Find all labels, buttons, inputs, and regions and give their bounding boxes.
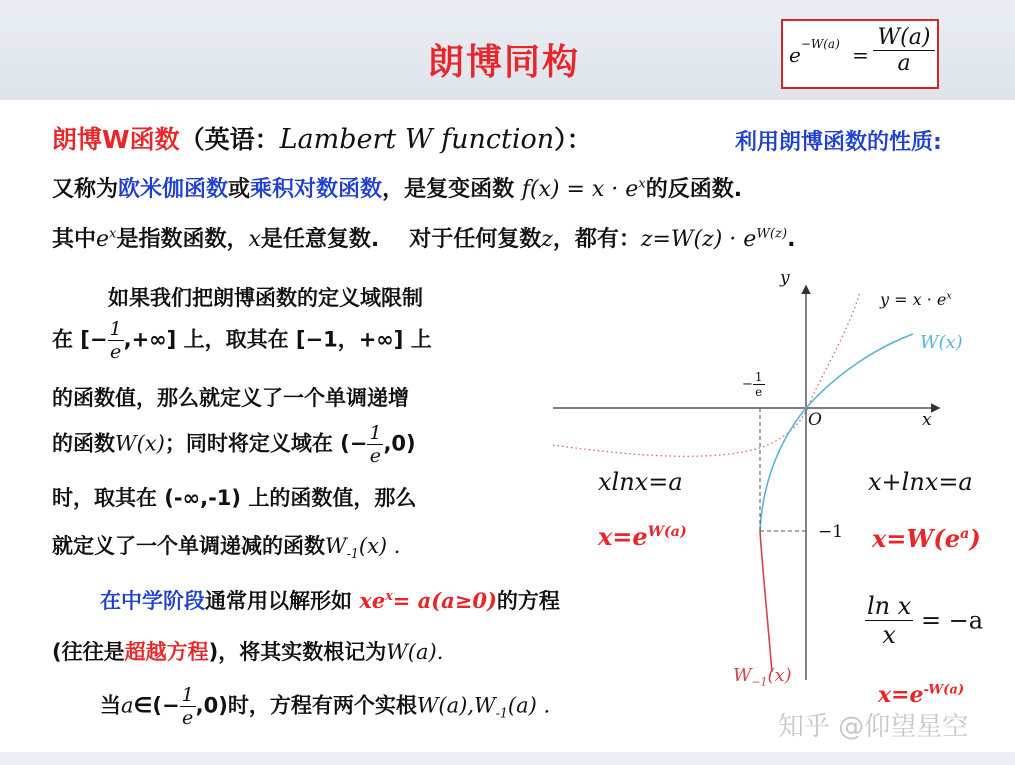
text: 在 [− bbox=[52, 327, 108, 352]
middle-school-term: 在中学阶段 bbox=[100, 589, 205, 613]
omega-function-term: 欧米伽函数 bbox=[118, 177, 229, 202]
para2-line1 bbox=[100, 585, 560, 615]
formula-lhs: e bbox=[789, 43, 801, 67]
para2-line3 bbox=[100, 684, 550, 729]
section-name: 朗博W函数 bbox=[52, 125, 180, 154]
minus: − bbox=[742, 377, 753, 392]
equation-rhs: = a(a≥0) bbox=[392, 588, 497, 613]
text: (往往是 bbox=[52, 640, 125, 664]
x-axis-label: x bbox=[922, 410, 932, 430]
frac-den: e bbox=[181, 707, 194, 729]
frac-den: e bbox=[109, 341, 122, 363]
x-symbol: x bbox=[248, 227, 261, 252]
text: (a) . bbox=[507, 693, 551, 718]
e-symbol: e bbox=[96, 227, 110, 252]
eq-left-top: xlnx=a bbox=[598, 468, 683, 496]
definition-line bbox=[52, 172, 742, 203]
frac-num: 1 bbox=[181, 684, 194, 706]
page-title: 朗博同构 bbox=[428, 42, 581, 83]
frac-num: 1 bbox=[369, 422, 382, 444]
complex-function: f(x) = x · e bbox=[521, 177, 639, 202]
fraction-1-over-e bbox=[367, 422, 383, 467]
header-formula bbox=[781, 19, 939, 89]
text: 对于任何复数 bbox=[409, 227, 542, 252]
w-minus1-label bbox=[733, 665, 792, 689]
formula-lhs-exp: −W(a) bbox=[800, 37, 840, 52]
eq-exp: a bbox=[960, 525, 970, 542]
tick-fraction bbox=[753, 370, 765, 399]
w-arg: (x) bbox=[767, 665, 792, 686]
text: 是指数函数， bbox=[116, 227, 249, 252]
fraction-1-over-e bbox=[108, 318, 124, 363]
exp-curve bbox=[553, 292, 860, 456]
para1-line2 bbox=[52, 318, 432, 363]
frac-num: ln x bbox=[867, 592, 912, 620]
eq-exp: W(a) bbox=[647, 523, 687, 540]
exponent: x bbox=[109, 226, 117, 242]
w-minus1-branch bbox=[760, 531, 772, 672]
exp-curve-label bbox=[880, 290, 952, 309]
eq-last bbox=[878, 682, 964, 708]
frac-den: e bbox=[755, 385, 763, 399]
exponent: x bbox=[638, 176, 646, 192]
text: 其中 bbox=[52, 227, 97, 252]
para1-line6 bbox=[52, 530, 400, 561]
text: ,+∞] 上，取其在 [−1，+∞] 上 bbox=[123, 327, 432, 352]
ln-fraction bbox=[865, 592, 913, 649]
formula-eq: = bbox=[852, 43, 869, 67]
exp-curve-exponent: x bbox=[946, 290, 952, 302]
exp-curve-text: y = x · e bbox=[880, 290, 947, 309]
text: 的函数 bbox=[52, 431, 115, 456]
fraction-1-over-e bbox=[180, 684, 196, 729]
text: )，将其实数根记为 bbox=[208, 640, 387, 664]
frac-num: 1 bbox=[109, 318, 122, 340]
y-axis-label: y bbox=[780, 268, 790, 288]
z-symbol: z bbox=[541, 227, 553, 252]
transcendental-term: 超越方程 bbox=[124, 640, 209, 664]
formula-num: W(a) bbox=[873, 25, 935, 51]
text: ，是复变函数 bbox=[382, 177, 522, 202]
frac-den: x bbox=[882, 621, 896, 649]
eq-right-top: x+lnx=a bbox=[868, 468, 973, 496]
text: 通常用以解形如 bbox=[205, 589, 360, 613]
para1-line5: 时，取其在 (-∞,-1) 上的函数值，那么 bbox=[52, 486, 417, 510]
subscript: -1 bbox=[495, 705, 508, 721]
exponent: W(z) bbox=[756, 226, 788, 242]
tick-x-label bbox=[742, 370, 765, 399]
frac-num: 1 bbox=[754, 370, 763, 384]
para2-line2 bbox=[52, 636, 443, 666]
section-heading bbox=[52, 120, 592, 156]
frac-rhs: = −a bbox=[920, 606, 984, 635]
w-branch-label: W(x) bbox=[920, 332, 963, 353]
text: (x) . bbox=[358, 534, 401, 558]
w-function: W(x) bbox=[115, 431, 165, 456]
text: 的反函数. bbox=[645, 177, 743, 202]
w-symbol: W bbox=[733, 665, 752, 686]
para1-line3: 的函数值，那么就定义了一个单调递增 bbox=[52, 386, 409, 410]
product-log-term: 乘积对数函数 bbox=[250, 177, 383, 202]
w-of-a: W(a). bbox=[386, 640, 444, 664]
watermark: 知乎 @仰望星空 bbox=[778, 712, 969, 742]
text: ,0)时，方程有两个实根 bbox=[195, 693, 417, 718]
eq-text: x=W(e bbox=[872, 524, 960, 553]
section-open: （英语： bbox=[179, 125, 280, 154]
text: ；同时将定义域在 (− bbox=[164, 431, 368, 456]
text: 或 bbox=[228, 177, 251, 202]
w-principal-branch bbox=[760, 334, 913, 531]
text: ，都有： bbox=[552, 227, 641, 252]
bottom-bar bbox=[0, 752, 1015, 765]
eq-fraction bbox=[865, 592, 983, 649]
para1-line1: 如果我们把朗博函数的定义域限制 bbox=[108, 286, 423, 310]
text: 当 bbox=[100, 693, 121, 718]
text: 是任意复数. bbox=[260, 227, 380, 252]
property-line bbox=[52, 222, 795, 253]
formula-den: a bbox=[897, 51, 911, 76]
eq-text: x=e bbox=[878, 682, 924, 708]
subscript: -1 bbox=[346, 546, 359, 562]
exponent: x bbox=[385, 588, 393, 603]
equation-lhs: xe bbox=[359, 588, 386, 613]
text: 又称为 bbox=[52, 177, 119, 202]
a-symbol: a bbox=[121, 693, 134, 718]
section-english: Lambert W function bbox=[279, 124, 555, 155]
w-symbol: W bbox=[325, 534, 347, 558]
text: 就定义了一个单调递减的函数 bbox=[52, 534, 325, 558]
property-heading: 利用朗博函数的性质: bbox=[735, 130, 942, 155]
text: . bbox=[787, 227, 796, 252]
text: ∈(− bbox=[133, 693, 180, 718]
eq-left-bottom bbox=[598, 522, 687, 551]
text: ,0) bbox=[383, 431, 416, 456]
roots: W(a),W bbox=[416, 693, 496, 718]
eq-text: x=e bbox=[598, 522, 648, 551]
eq-tail: ) bbox=[969, 524, 981, 553]
eq-exp: -W(a) bbox=[923, 682, 965, 698]
identity: z=W(z) · e bbox=[640, 227, 757, 252]
text: 的方程 bbox=[496, 589, 560, 613]
tick-y-label: −1 bbox=[818, 522, 844, 542]
eq-right-bottom bbox=[872, 524, 981, 553]
subscript: −1 bbox=[751, 675, 768, 689]
frac-den: e bbox=[369, 445, 382, 467]
para1-line4 bbox=[52, 422, 416, 467]
origin-label: O bbox=[808, 410, 822, 430]
section-close: ）： bbox=[554, 125, 592, 154]
